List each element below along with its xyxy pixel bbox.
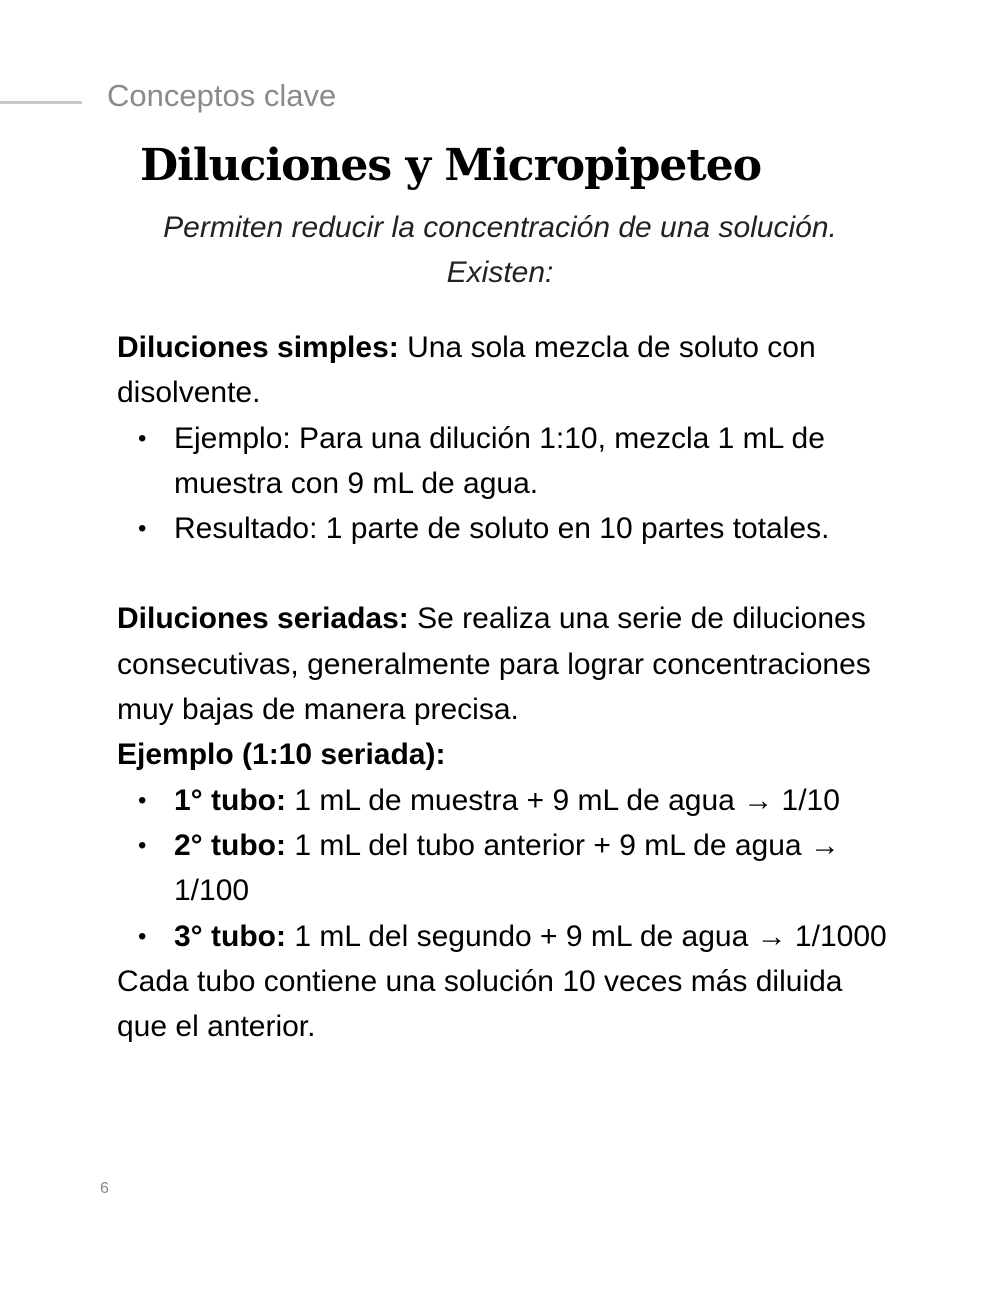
serial-dilutions-paragraph — [117, 596, 892, 732]
list-item — [117, 914, 892, 959]
intro-line-1: Permiten reducir la concentración de una solución. — [163, 211, 837, 244]
serial-tubes-list — [117, 778, 892, 959]
serial-dilutions-description: Se realiza una serie de diluciones consecutivas, generalmente para lograr concentraciones muy bajas de manera precisa. — [117, 602, 871, 727]
list-item — [117, 823, 892, 914]
tube-text: 1 mL de muestra + 9 mL de agua → 1/10 — [285, 783, 840, 817]
conclusion-text: Cada tubo contiene una solución 10 veces más diluida que el anterior. — [117, 964, 843, 1044]
page-number: 6 — [100, 1180, 109, 1197]
intro-text — [100, 205, 900, 295]
simple-dilutions-paragraph — [117, 325, 892, 416]
simple-dilutions-description: Una sola mezcla de soluto con disolvente. — [117, 331, 816, 410]
serial-dilutions-term: Diluciones seriadas: — [117, 602, 409, 636]
simple-dilutions-list — [117, 416, 892, 552]
tube-label: 1° tubo: — [174, 783, 286, 817]
list-item: • Resultado: 1 parte de soluto en 10 partes totales. — [117, 506, 892, 551]
section-label: Conceptos clave — [107, 78, 337, 113]
page-title: Diluciones y Micropipeteo — [140, 140, 762, 191]
spacer — [117, 551, 892, 596]
tube-label: 2° tubo: — [174, 828, 286, 862]
example-heading: Ejemplo (1:10 seriada): — [117, 738, 446, 772]
simple-dilutions-term: Diluciones simples: — [117, 331, 399, 364]
tube-label: 3° tubo: — [174, 919, 286, 953]
list-item — [117, 778, 892, 823]
header-rule — [0, 101, 82, 104]
tube-text: 1 mL del segundo + 9 mL de agua → 1/1000 — [285, 919, 887, 953]
list-item: • Ejemplo: Para una dilución 1:10, mezcla 1 mL de muestra con 9 mL de agua. — [117, 416, 892, 507]
content-body — [117, 325, 892, 1049]
tube-text: 1 mL del tubo anterior + 9 mL de agua → 1/100 — [174, 828, 840, 908]
intro-line-2: Existen: — [446, 256, 554, 289]
